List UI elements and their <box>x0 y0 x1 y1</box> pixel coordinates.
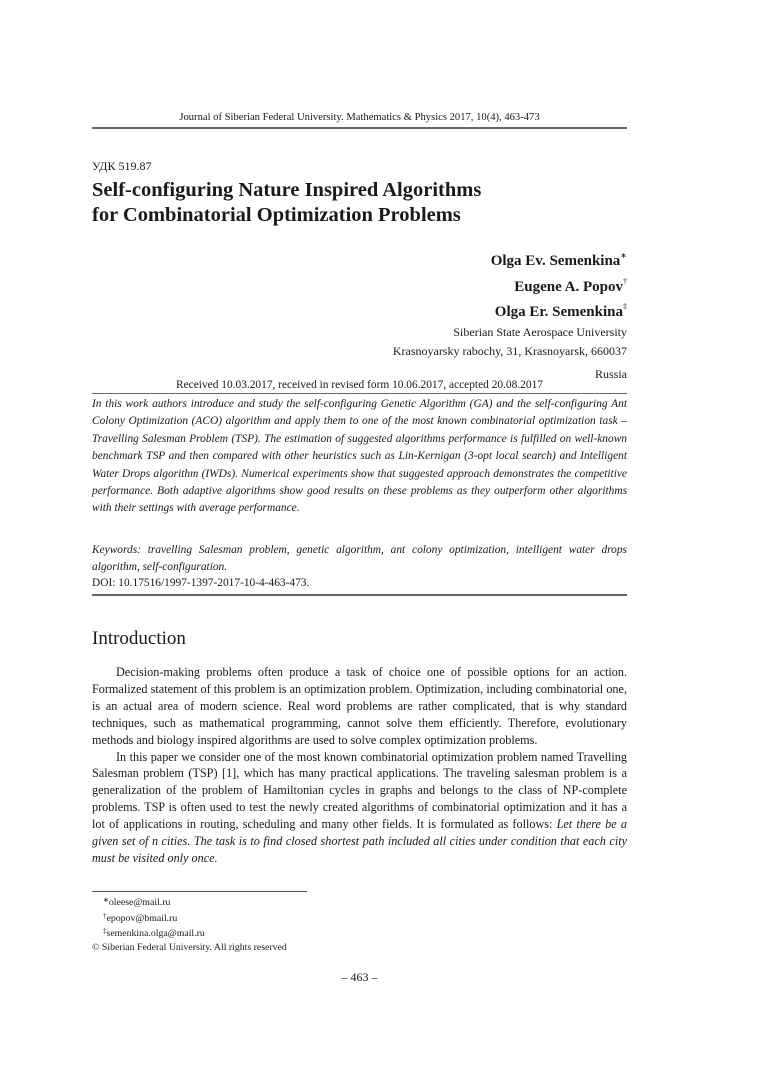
copyright-notice: © Siberian Federal University. All rights reserved <box>92 941 287 953</box>
footnote-mark[interactable]: † <box>623 276 627 286</box>
abstract-bottom-rule <box>92 594 627 596</box>
title-line-1: Self-configuring Nature Inspired Algorithms <box>92 179 482 201</box>
footnotes <box>92 894 287 954</box>
title-line-2: for Combinatorial Optimization Problems <box>92 204 461 226</box>
author: Eugene A. Popov† <box>514 276 627 295</box>
abstract: In this work authors introduce and study the self-configuring Genetic Algorithm (GA) and the self-configuring Ant Colony Optimization (ACO) algorithm and apply them to one of the most known combinatorial optimization task – Travelling Salesman Problem (TSP). The estimation of suggested algorithms performance is fulfilled on well-known benchmark TSP and then compared with other heuristics such as Lin-Kernigan (3-opt local search) and Intelligent Water Drops algorithm (IWDs). Numerical experiments show that suggested approach demonstrates the competitive performance. Both adaptive algorithms show good results on these problems as they outperform other algorithms with their settings with average performance. <box>92 398 627 515</box>
page-number: – 463 – <box>341 970 378 984</box>
body-text <box>92 664 627 867</box>
received-dates: Received 10.03.2017, received in revised form 10.06.2017, accepted 20.08.2017 <box>176 379 543 391</box>
author-block <box>393 246 627 384</box>
author: Olga Er. Semenkina‡ <box>494 302 627 320</box>
paragraph: Decision-making problems often produce a task of choice one of possible options for an action. Formalized statement of this problem is an optimization problem. Optimization, including combinatorial one, is an actual area of modern science. Real word problems are rather complicated, that is why standard techniques, such as mathematical programming, cannot solve them efficiently. Therefore, evolutionary methods and biology inspired algorithms are used to solve complex optimization problems. <box>92 665 627 747</box>
footnote-rule <box>92 891 307 892</box>
affiliation-institution: Siberian State Aerospace University <box>453 324 627 339</box>
abstract-top-rule <box>92 393 627 394</box>
doi-link[interactable]: DOI: 10.17516/1997-1397-2017-10-4-463-473. <box>92 577 310 589</box>
keywords: Keywords: travelling Salesman problem, genetic algorithm, ant colony optimization, intelligent water drops algorithm, self-configuration. <box>92 544 627 574</box>
paper-title <box>92 178 481 228</box>
paragraph: In this paper we consider one of the most known combinatorial optimization problem named Travelling Salesman problem (TSP) [1], which has many practical applications. The traveling salesman problem is a generalization of the problem of Hamiltonian cycles in graphs and belongs to the class of NP-complete problems. TSP is often used to test the newly created algorithms of combinatorial optimization and it has a lot of applications in routing, scheduling and many other fields. It is formulated as follows: Let there be a given set of n cities. The task is to find closed shortest path included all cities under condition that each city must be visited only once. <box>92 749 627 865</box>
affiliation-address: Krasnoyarsky rabochy, 31, Krasnoyarsk, 660037 <box>392 343 627 358</box>
email-link[interactable]: semenkina.olga@mail.ru <box>106 928 205 940</box>
affiliation-country: Russia <box>594 366 627 381</box>
footnote: †epopov@bmail.ru <box>103 911 178 924</box>
header-rule <box>92 127 627 129</box>
email-link[interactable]: epopov@bmail.ru <box>106 912 178 924</box>
email-link[interactable]: oleese@mail.ru <box>108 897 171 908</box>
section-heading: Introduction <box>92 628 186 649</box>
footnote-mark[interactable]: ∗ <box>620 251 627 260</box>
footnote: ∗oleese@mail.ru <box>103 896 171 908</box>
author: Olga Ev. Semenkina∗ <box>490 251 627 269</box>
footnote: ‡semenkina.olga@mail.ru <box>103 927 205 940</box>
running-head: Journal of Siberian Federal University. Mathematics & Physics 2017, 10(4), 463-473 <box>179 112 540 123</box>
udk-code: УДК 519.87 <box>92 159 152 173</box>
footnote-mark[interactable]: ‡ <box>623 302 627 311</box>
